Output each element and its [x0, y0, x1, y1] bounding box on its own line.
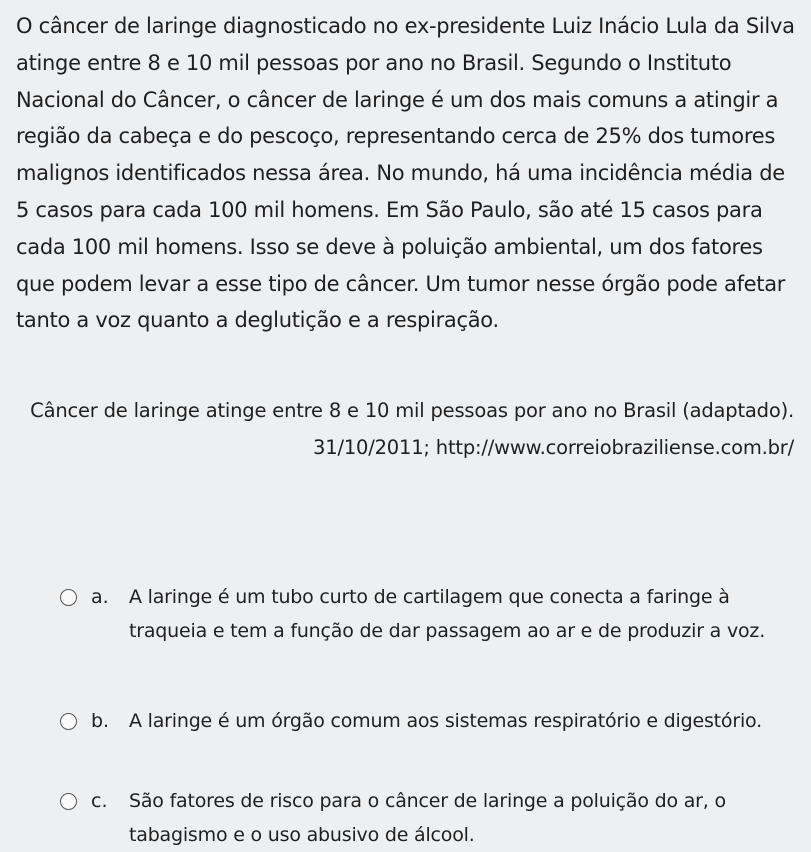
option-b-text: A laringe é um órgão comum aos sistemas respiratório e digestório. [129, 710, 762, 732]
question-passage: O câncer de laringe diagnosticado no ex-presidente Luiz Inácio Lula da Silva atinge entre 8 e 10 mil pessoas por ano no Brasil. Segundo o Instituto Nacional do Câncer, o câncer de laringe é um dos mais comuns a atingir a região da cabeça e do pescoço, representando cerca de 25% dos tumores malignos identificados nessa área. No mundo, há uma incidência média de 5 casos para cada 100 mil homens. Em São Paulo, são até 15 casos para cada 100 mil homens. Isso se deve à poluição ambiental, um dos fatores que podem levar a esse tipo de câncer. Um tumor nesse órgão pode afetar tanto a voz quanto a deglutição e a respiração. [16, 14, 795, 333]
option-b[interactable] [60, 704, 790, 738]
option-c-text: São fatores de risco para o câncer de laringe a poluição do ar, o tabagismo e o uso abusivo de álcool. [129, 790, 726, 846]
option-a[interactable] [60, 580, 790, 648]
option-a-text: A laringe é um tubo curto de cartilagem que conecta a faringe à traqueia e tem a função de dar passagem ao ar e de produzir a voz. [129, 586, 766, 642]
option-a-radio[interactable] [60, 589, 77, 606]
option-c-letter: c. [91, 790, 108, 812]
option-c-radio[interactable] [60, 793, 77, 810]
option-b-letter: b. [91, 710, 110, 732]
option-a-letter: a. [91, 586, 109, 608]
option-b-radio[interactable] [60, 713, 77, 730]
passage-source: Câncer de laringe atinge entre 8 e 10 mil pessoas por ano no Brasil (adaptado). 31/10/2011; http://www.correiobraziliense.com.br/ [30, 399, 794, 459]
option-c[interactable] [60, 784, 790, 852]
